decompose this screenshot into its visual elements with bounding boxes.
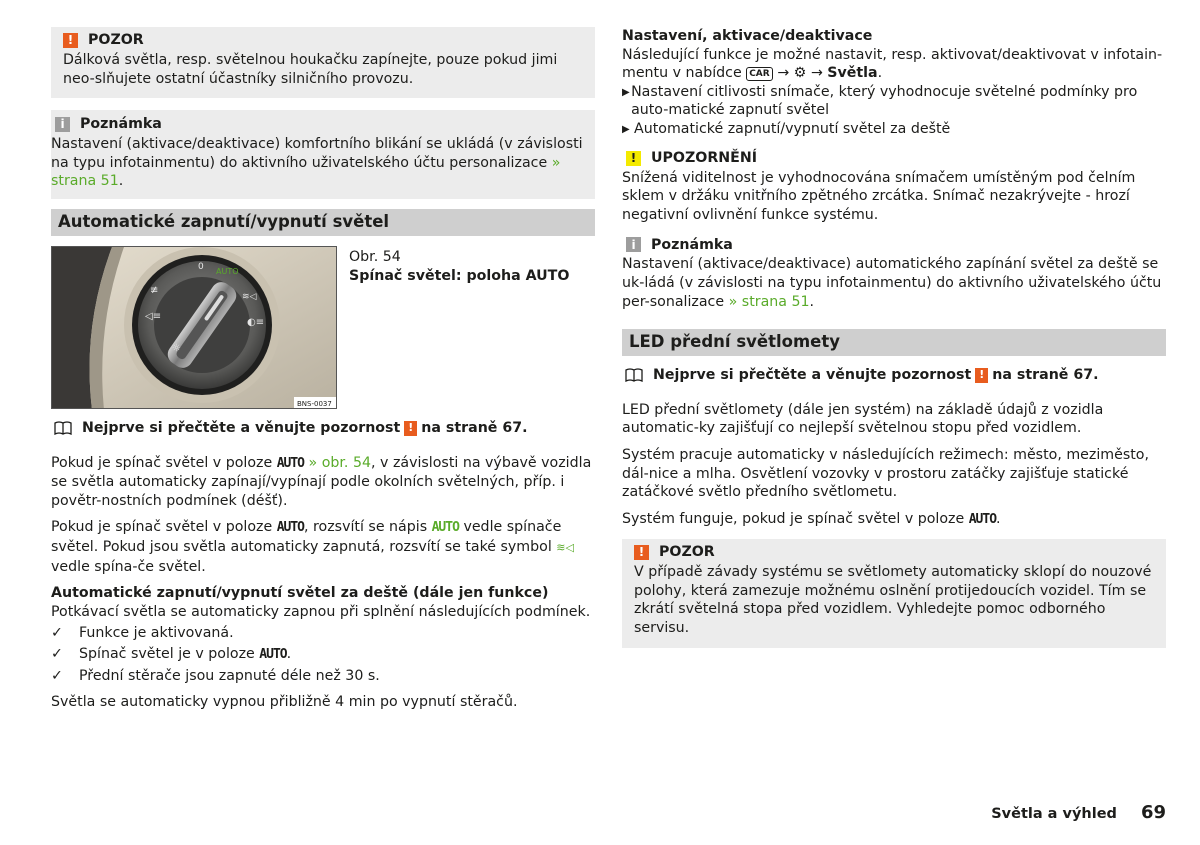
warning-icon: ! bbox=[63, 33, 78, 48]
svg-text:≢: ≢ bbox=[150, 284, 159, 296]
warning-text: V případě závady systému se světlomety automaticky sklopí do nouzové polohy, která zamezuje možnému oslnění protijedoucích vozidel. Tím se zkrátí světelná stopa před vozidlem. Vyhledejte pomoc odborného servisu. bbox=[634, 564, 1152, 637]
note-body: Nastavení (aktivace/deaktivace) automatického zapínání světel za deště se uk-ládá (v závislosti na typu infotainmentu) do aktivního uživatelského účtu per-sonalizace bbox=[622, 256, 1162, 310]
read-first-notice bbox=[622, 366, 1166, 385]
book-icon bbox=[54, 421, 72, 435]
paragraph bbox=[622, 510, 1166, 530]
caution-icon: ! bbox=[626, 151, 641, 166]
zero-label: 0 bbox=[198, 261, 204, 272]
figure-link[interactable]: » obr. 54 bbox=[308, 454, 372, 471]
warning-text: Dálková světla, resp. světelnou houkačku zapínejte, pouze pokud jimi neo-slňujete ostatní účastníky silničního provozu. bbox=[63, 52, 558, 87]
bullet-triangle-icon: ▶ bbox=[622, 123, 630, 135]
note-end: . bbox=[118, 173, 124, 190]
note-header bbox=[626, 234, 1166, 255]
auto-light-icon: ≋◁ bbox=[556, 540, 574, 554]
checklist bbox=[51, 624, 595, 685]
text: Pokud je spínač světel v poloze bbox=[51, 519, 273, 536]
list-item bbox=[622, 120, 1166, 140]
auto-symbol: AUTO bbox=[276, 520, 305, 536]
warning-icon: ! bbox=[404, 421, 417, 436]
figure-title: Spínač světel: poloha AUTO bbox=[349, 267, 570, 284]
note-body: Nastavení (aktivace/deaktivace) komfortního blikání se ukládá (v závislosti na typu infotainmentu) do aktivního uživatelského účtu personalizace bbox=[51, 136, 583, 171]
text: vedle spínače světel. Pokud jsou světla automaticky zapnutá, rozsvítí se také symbol bbox=[51, 519, 562, 555]
paragraph: LED přední světlomety (dále jen systém) na základě údajů z vozidla automatic-ky zajišťují co nejlepší světelnou stopu před vozidlem. bbox=[622, 401, 1104, 437]
read-first-page[interactable]: na straně 67. bbox=[421, 419, 528, 436]
book-icon bbox=[625, 368, 643, 382]
svg-text:≋◁: ≋◁ bbox=[242, 291, 257, 302]
list-item bbox=[51, 667, 595, 686]
left-column bbox=[51, 27, 595, 720]
page-footer bbox=[991, 804, 1166, 824]
paragraph: Systém pracuje automaticky v následujících režimech: město, meziměsto, dál-nice a mlha. Osvětlení vozovky v prostoru zatáčky zajišťuje statické zatáčkové světlo předního světlometu. bbox=[622, 446, 1149, 501]
footer-title: Světla a výhled bbox=[991, 806, 1117, 822]
arrow-icon: → bbox=[777, 65, 790, 82]
note-box bbox=[51, 110, 595, 199]
text: . bbox=[877, 65, 883, 82]
read-first-text: Nejprve si přečtěte a věnujte pozornost bbox=[653, 367, 972, 384]
auto-symbol: AUTO bbox=[259, 646, 287, 662]
note-header bbox=[55, 114, 595, 135]
list-item-text: Funkce je aktivovaná. bbox=[79, 625, 234, 642]
list-item-text: Nastavení citlivosti snímače, který vyhodnocuje světelné podmínky pro auto-matické zapnutí světel bbox=[631, 83, 1138, 119]
arrow-icon: → bbox=[810, 65, 823, 82]
auto-symbol: AUTO bbox=[276, 455, 305, 471]
paragraph bbox=[51, 454, 595, 511]
check-icon: ✓ bbox=[51, 645, 63, 662]
right-column bbox=[622, 27, 1166, 660]
list-item bbox=[622, 83, 1166, 120]
check-icon: ✓ bbox=[51, 667, 63, 684]
text: , v závislosti na výbavě vozidla se světla automaticky zapínají/vypínají podle okolních světelných, příp. i povětr-nostních podmínek (déšť). bbox=[51, 454, 592, 509]
text: Systém funguje, pokud je spínač světel v poloze bbox=[622, 510, 965, 527]
section-title: Automatické zapnutí/vypnutí světel bbox=[51, 209, 595, 236]
svg-text:◁≡: ◁≡ bbox=[145, 310, 162, 322]
list-item bbox=[51, 645, 595, 665]
read-first-page[interactable]: na straně 67. bbox=[992, 367, 1099, 384]
caution-box bbox=[622, 148, 1166, 235]
menu-item: Světla bbox=[827, 65, 878, 82]
note-end: . bbox=[809, 293, 815, 310]
list-item-text: Přední stěrače jsou zapnuté déle než 30 s. bbox=[79, 667, 380, 684]
info-icon: i bbox=[626, 237, 641, 252]
figure bbox=[51, 246, 595, 409]
text: vedle spína-če světel. bbox=[51, 558, 206, 575]
text: Pokud je spínač světel v poloze bbox=[51, 454, 273, 471]
figure-number: Obr. 54 bbox=[349, 248, 401, 265]
note-title: Poznámka bbox=[651, 236, 733, 253]
list-item-text bbox=[79, 645, 291, 665]
note-text bbox=[51, 135, 595, 191]
text: , rozsvítí se nápis bbox=[304, 519, 428, 536]
caution-header bbox=[626, 148, 1166, 169]
list-item-text: Automatické zapnutí/vypnutí světel za deště bbox=[634, 120, 951, 137]
text: . bbox=[286, 645, 292, 662]
warning-title: POZOR bbox=[659, 544, 715, 561]
paragraph bbox=[51, 518, 595, 576]
svg-text:☼: ☼ bbox=[172, 342, 181, 354]
warning-box bbox=[51, 27, 595, 98]
read-first-text: Nejprve si přečtěte a věnujte pozornost bbox=[82, 419, 401, 436]
warning-icon: ! bbox=[634, 545, 649, 560]
page-number: 69 bbox=[1140, 802, 1166, 823]
figure-caption bbox=[337, 246, 569, 409]
auto-label: AUTO bbox=[216, 266, 239, 276]
page-link[interactable]: » strana 51 bbox=[728, 293, 810, 310]
svg-text:◐≡: ◐≡ bbox=[247, 316, 265, 328]
gear-icon: ⚙ bbox=[793, 65, 807, 82]
warning-header bbox=[634, 542, 1154, 563]
light-switch-illustration bbox=[52, 247, 337, 409]
car-key-icon: CAR bbox=[746, 67, 773, 81]
text: Spínač světel je v poloze bbox=[79, 645, 255, 662]
note-box bbox=[622, 234, 1166, 319]
info-icon: i bbox=[55, 117, 70, 132]
settings-heading: Nastavení, aktivace/deaktivace bbox=[622, 28, 873, 44]
text: . bbox=[996, 510, 1001, 527]
caution-title: UPOZORNĚNÍ bbox=[651, 149, 757, 166]
read-first-notice bbox=[51, 419, 595, 438]
warning-icon: ! bbox=[975, 368, 988, 383]
figure-code: BNS-0037 bbox=[297, 399, 332, 408]
warning-box bbox=[622, 539, 1166, 647]
rain-intro: Potkávací světla se automaticky zapnou při splnění následujících podmínek. bbox=[51, 603, 591, 620]
list-item bbox=[51, 624, 595, 643]
warning-title: POZOR bbox=[88, 32, 144, 49]
bullet-triangle-icon: ▶ bbox=[622, 86, 630, 98]
rain-heading: Automatické zapnutí/vypnutí světel za deště (dále jen funkce) bbox=[51, 585, 549, 602]
note-title: Poznámka bbox=[80, 116, 162, 133]
page-link[interactable]: » strana 51 bbox=[51, 154, 561, 190]
light-switch-image bbox=[51, 246, 337, 409]
check-icon: ✓ bbox=[51, 625, 63, 642]
auto-symbol: AUTO bbox=[968, 511, 997, 527]
rain-outro: Světla se automaticky vypnou přibližně 4 min po vypnutí stěračů. bbox=[51, 694, 518, 711]
settings-intro bbox=[622, 46, 1166, 83]
section-title: LED přední světlomety bbox=[622, 329, 1166, 356]
auto-indicator-symbol: AUTO bbox=[431, 520, 459, 536]
warning-header bbox=[63, 30, 583, 51]
note-text bbox=[622, 255, 1166, 311]
caution-text: Snížená viditelnost je vyhodnocována snímačem umístěným pod čelním sklem v držáku vnitřního zpětného zrcátka. Snímač nezakrývejte - hrozí negativní ovlivnění funkce systému. bbox=[622, 169, 1136, 223]
text: Následující funkce je možné nastavit, resp. aktivovat/deaktivovat v infotain-mentu v nabídce bbox=[622, 46, 1163, 82]
